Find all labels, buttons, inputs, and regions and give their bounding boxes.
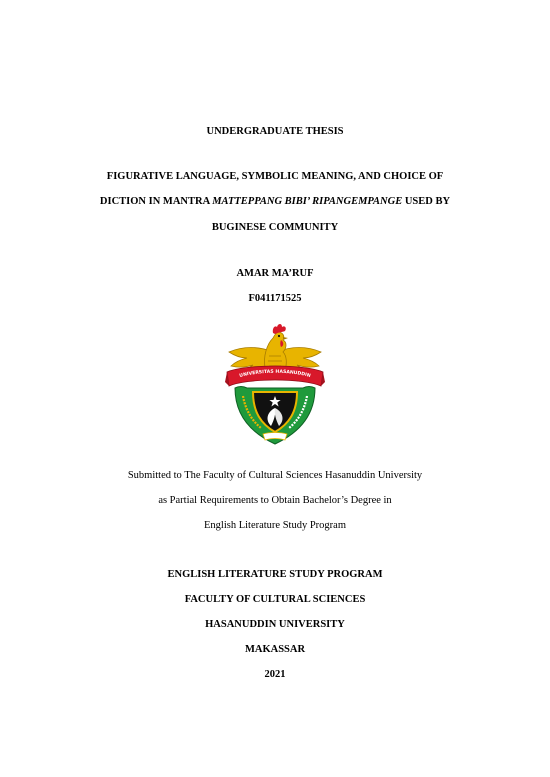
- submission-line-2: as Partial Requirements to Obtain Bachelor’s Degree in: [158, 495, 392, 506]
- city-name: MAKASSAR: [244, 644, 306, 655]
- submission-line-1: Submitted to The Faculty of Cultural Sciences Hasanuddin University: [127, 470, 423, 481]
- title-line-1: FIGURATIVE LANGUAGE, SYMBOLIC MEANING, AND CHOICE OF: [106, 171, 444, 182]
- faculty-name: FACULTY OF CULTURAL SCIENCES: [184, 594, 366, 605]
- study-program: ENGLISH LITERATURE STUDY PROGRAM: [167, 569, 383, 580]
- university-seal-icon: [225, 316, 325, 450]
- ribbon-text: UNIVERSITAS HASANUDDIN: [238, 369, 312, 380]
- university-name: HASANUDDIN UNIVERSITY: [205, 619, 345, 630]
- thesis-type-heading: UNDERGRADUATE THESIS: [206, 126, 344, 137]
- author-name: AMAR MA’RUF: [236, 268, 314, 279]
- year: 2021: [264, 669, 286, 680]
- title-line-2-pre: DICTION IN MANTRA: [99, 196, 213, 207]
- title-line-3: BUGINESE COMMUNITY: [211, 222, 339, 233]
- title-line-2-italic: MATTEPPANG BIBI’ RIPANGEMPANGE: [212, 196, 403, 207]
- student-id: F041171525: [248, 293, 302, 304]
- title-line-2: [0, 196, 550, 208]
- title-line-2-post: USED BY: [402, 196, 451, 207]
- submission-line-3: English Literature Study Program: [203, 520, 347, 531]
